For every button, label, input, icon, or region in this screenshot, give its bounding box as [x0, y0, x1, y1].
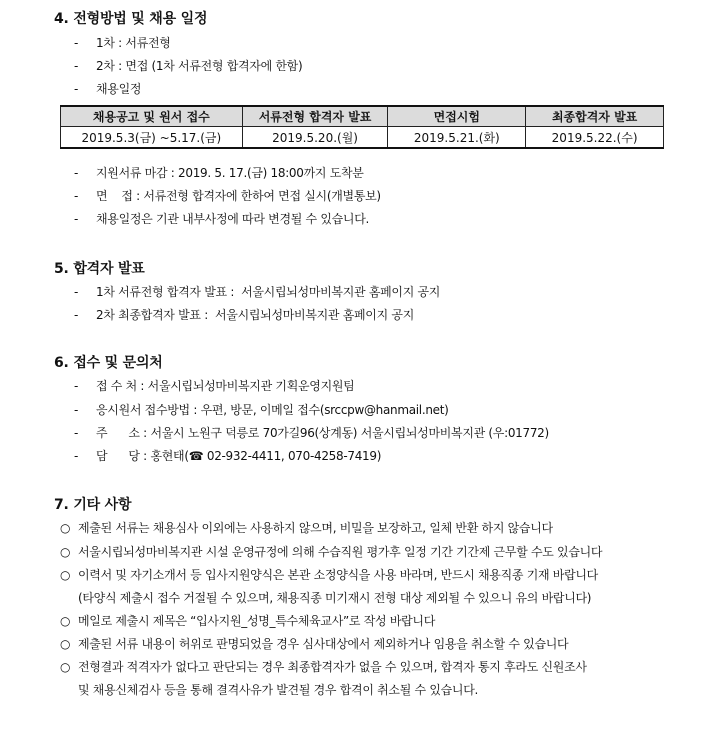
schedule-value-cell: 2019.5.20.(월): [242, 127, 388, 149]
schedule-value-cell: 2019.5.21.(화): [388, 127, 526, 149]
bullet-circle-icon: ○: [60, 545, 71, 559]
sec7-line-4: ○ 메일로 제출시 제목은 “입사지원_성명_특수체육교사”로 작성 바랍니다: [60, 614, 435, 628]
schedule-value-cell: 2019.5.22.(수): [526, 127, 664, 149]
sec5-item-1: - 1차 서류전형 합격자 발표 : 서울시립뇌성마비복지관 홈페이지 공지: [74, 285, 441, 299]
sec7-line-6-cont: 및 채용신체검사 등을 통해 결격사유가 발견될 경우 합격이 취소될 수 있습니다.: [78, 683, 479, 697]
bullet-circle-icon: ○: [60, 568, 71, 582]
schedule-value-row: [61, 127, 664, 149]
bullet-circle-icon: ○: [60, 614, 71, 628]
schedule-header-cell: 채용공고 및 원서 접수: [61, 106, 243, 127]
sec7-line-3: ○ 이력서 및 자기소개서 등 입사지원양식은 본관 소정양식을 사용 바라며, 반드시 채용직종 기재 바랍니다: [60, 568, 598, 582]
schedule-table: [60, 105, 664, 149]
sec7-line-6: ○ 전형결과 적격자가 없다고 판단되는 경우 최종합격자가 없을 수 있으며, 합격자 통지 후라도 신원조사: [60, 660, 587, 674]
section-6-title: 6. 접수 및 문의처: [54, 355, 163, 371]
bullet-circle-icon: ○: [60, 521, 71, 535]
sec4-item-3: - 채용일정: [74, 82, 142, 96]
schedule-header-row: [61, 106, 664, 127]
section-7-title: 7. 기타 사항: [54, 497, 132, 513]
sec7-line-5: ○ 제출된 서류 내용이 허위로 판명되었을 경우 심사대상에서 제외하거나 임용을 취소할 수 있습니다: [60, 637, 569, 651]
note-schedule-change: - 채용일정은 기관 내부사정에 따라 변경될 수 있습니다.: [74, 212, 370, 226]
sec5-item-2: - 2차 최종합격자 발표 : 서울시립뇌성마비복지관 홈페이지 공지: [74, 308, 414, 322]
schedule-value-cell: 2019.5.3(금) ~5.17.(금): [61, 127, 243, 149]
sec7-line-2: ○ 서울시립뇌성마비복지관 시설 운영규정에 의해 수습직원 평가후 일정 기간 기간제 근무할 수도 있습니다: [60, 545, 603, 559]
sec6-item-method: - 응시원서 접수방법 : 우편, 방문, 이메일 접수(srccpw@hanmail.net): [74, 403, 449, 417]
section-4-title: 4. 전형방법 및 채용 일정: [54, 11, 208, 27]
sec6-item-contact: - 담 당 : 홍현태(☎ 02-932-4411, 070-4258-7419): [74, 449, 382, 463]
schedule-header-cell: 면접시험: [388, 106, 526, 127]
note-interview: - 면 접 : 서류전형 합격자에 한하여 면접 실시(개별통보): [74, 189, 381, 203]
sec6-item-reception: - 접 수 처 : 서울시립뇌성마비복지관 기획운영지원팀: [74, 379, 355, 393]
sec4-item-1: - 1차 : 서류전형: [74, 36, 171, 50]
sec7-line-3-cont: (타양식 제출시 접수 거절될 수 있으며, 채용직종 미기재시 전형 대상 제외될 수 있으니 유의 바랍니다): [78, 591, 592, 605]
schedule-header-cell: 최종합격자 발표: [526, 106, 664, 127]
sec4-item-2: - 2차 : 면접 (1차 서류전형 합격자에 한함): [74, 59, 303, 73]
bullet-circle-icon: ○: [60, 660, 71, 674]
bullet-circle-icon: ○: [60, 637, 71, 651]
note-deadline: - 지원서류 마감 : 2019. 5. 17.(금) 18:00까지 도착분: [74, 166, 364, 180]
section-5-title: 5. 합격자 발표: [54, 261, 145, 277]
sec7-line-1: ○ 제출된 서류는 채용심사 이외에는 사용하지 않으며, 비밀을 보장하고, 일체 반환 하지 않습니다: [60, 521, 553, 535]
sec6-item-address: - 주 소 : 서울시 노원구 덕릉로 70가길96(상계동) 서울시립뇌성마비복지관 (우:01772): [74, 426, 549, 440]
schedule-header-cell: 서류전형 합격자 발표: [242, 106, 388, 127]
